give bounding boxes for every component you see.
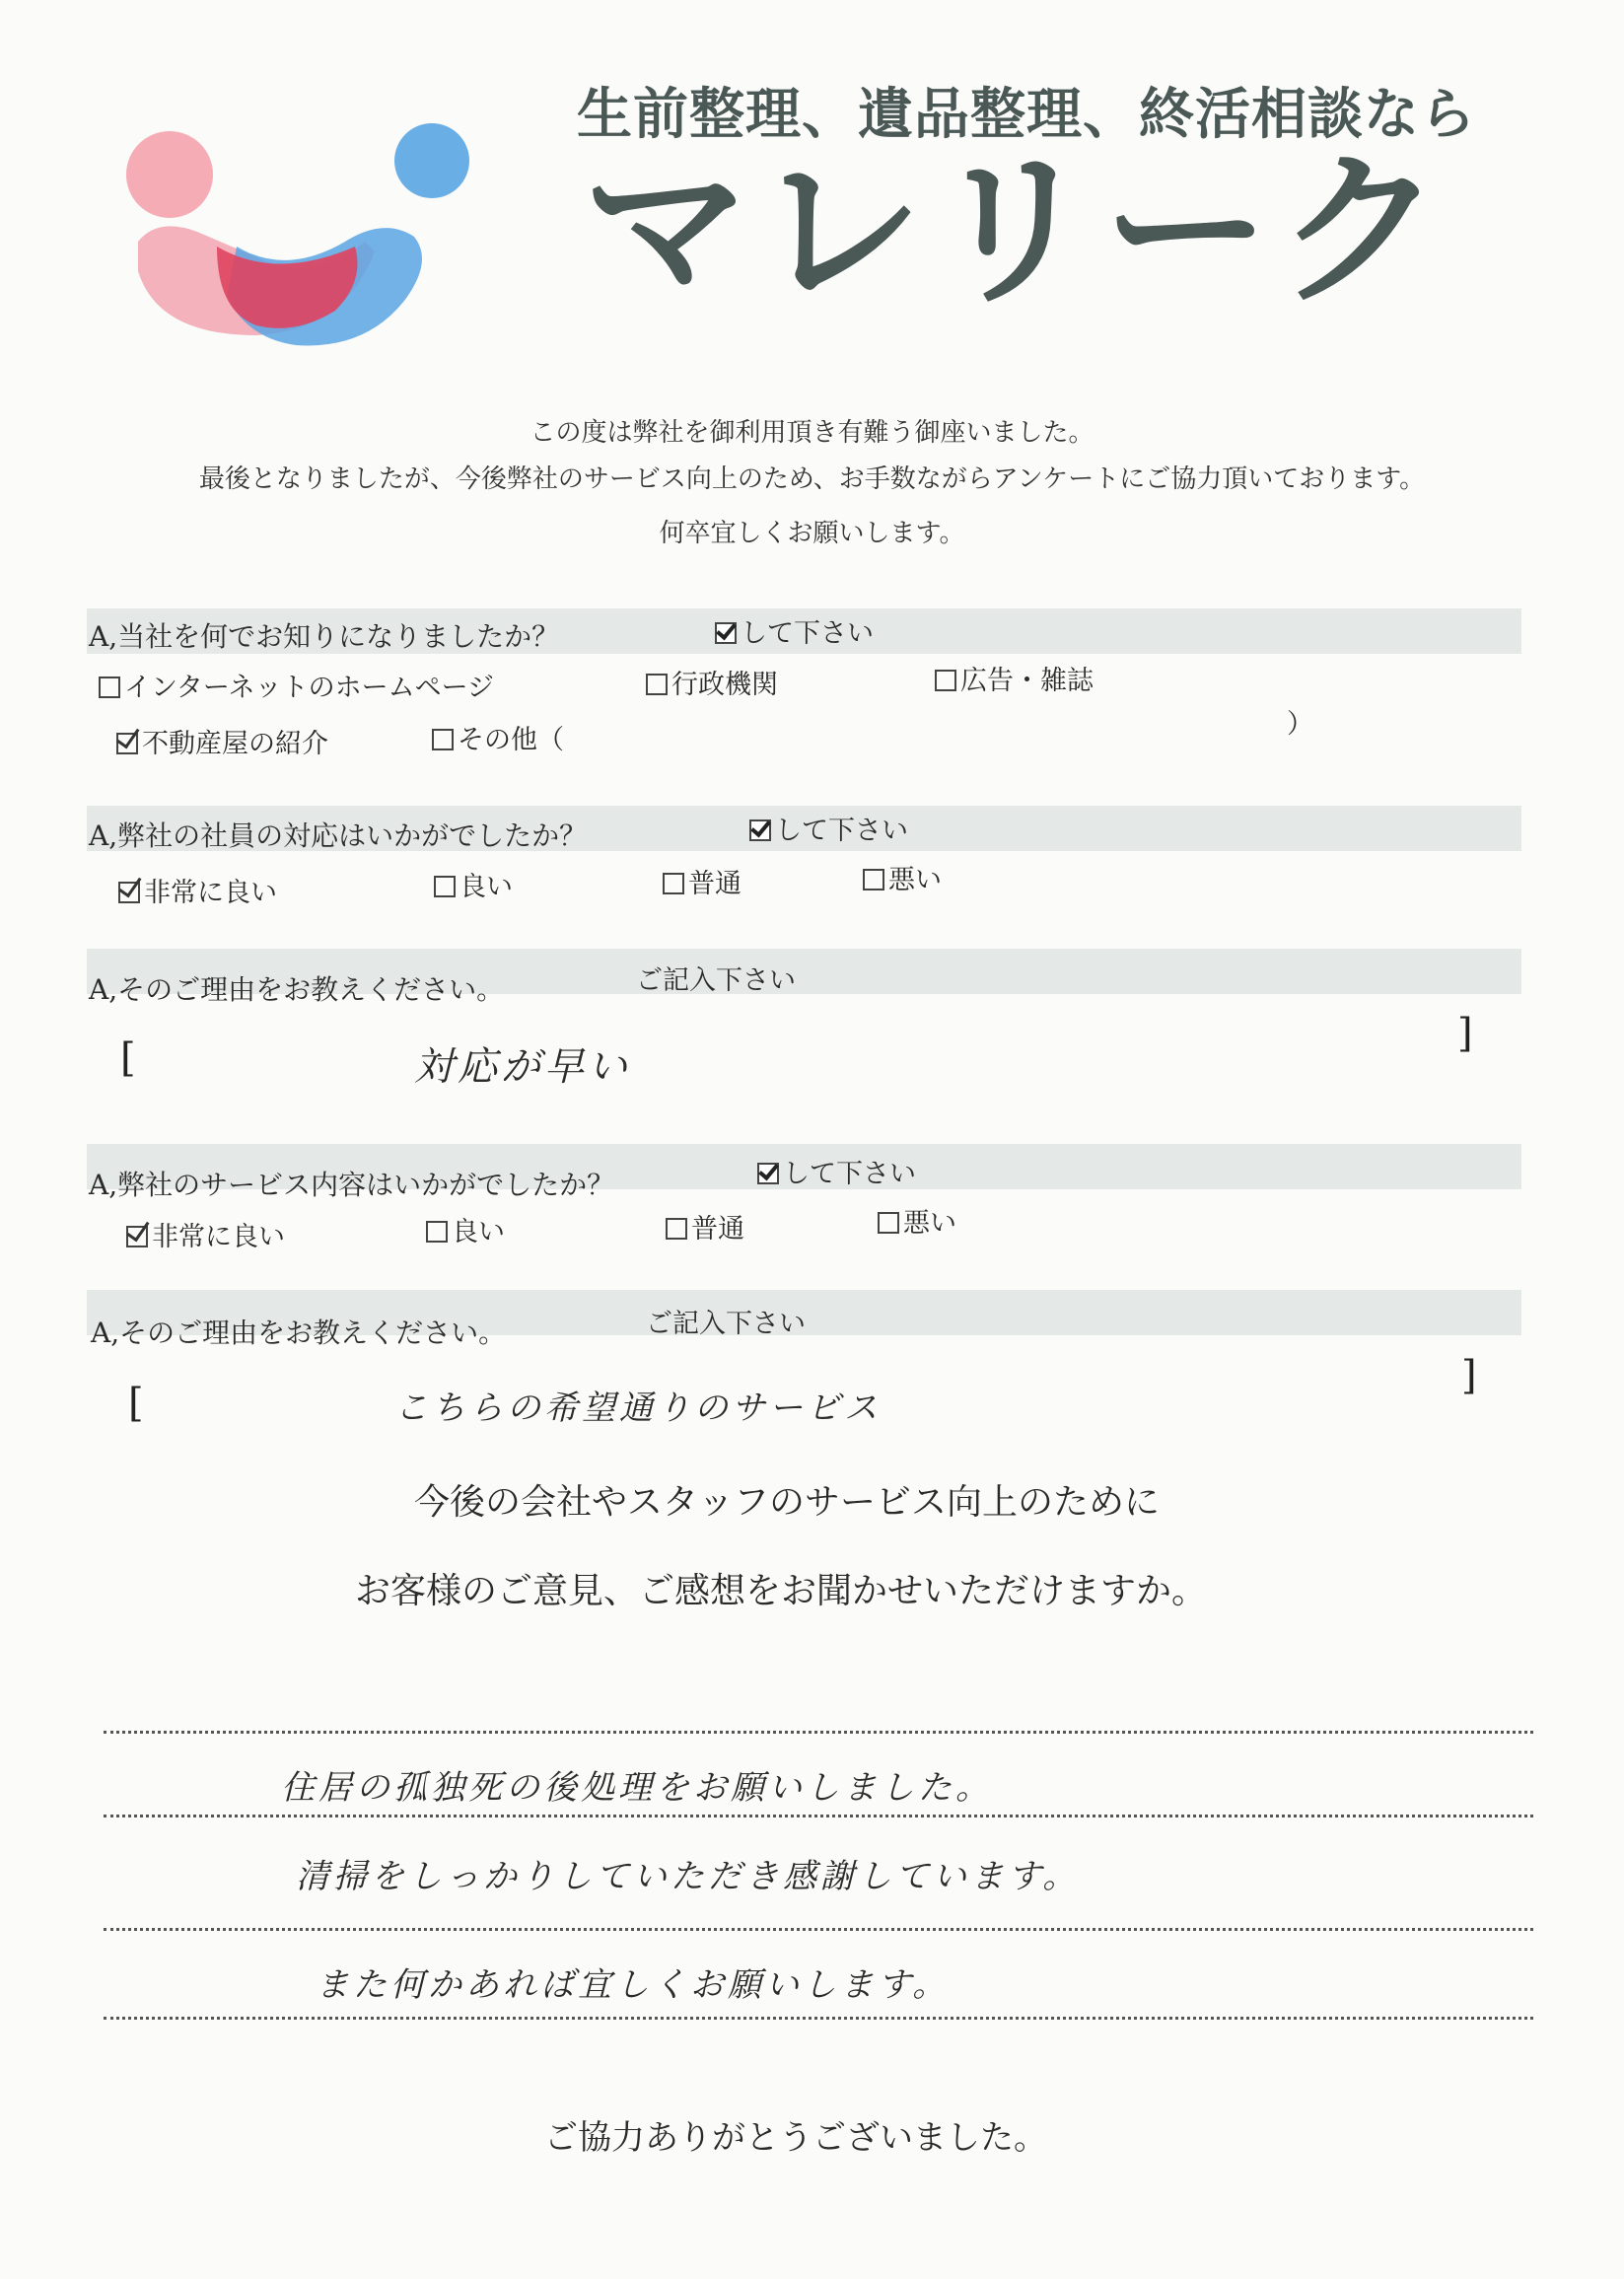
feedback-prompt-2: お客様のご意見、ご感想をお聞かせいただけますか。 [355, 1571, 1208, 1611]
check-icon [749, 819, 771, 841]
q2-option-average[interactable]: 普通 [663, 862, 741, 900]
q1-option-other[interactable]: その他（ [432, 718, 564, 756]
q2-instruction [749, 809, 908, 847]
q3-instruction: ご記入下さい [636, 965, 796, 996]
q4-instruction-text: して下さい [783, 1159, 916, 1189]
q3-question: A,そのご理由をお教えください。 [89, 973, 505, 1006]
q5-answer[interactable]: こちらの希望通りのサービス [394, 1389, 882, 1428]
q2-option-good[interactable]: 良い [434, 865, 513, 903]
q4-option-good[interactable]: 良い [426, 1210, 505, 1248]
checkbox-icon[interactable] [935, 670, 956, 691]
q1-option-government[interactable]: 行政機関 [646, 663, 778, 701]
q5-question: A,そのご理由をお教えください。 [91, 1317, 507, 1349]
checkbox-icon[interactable] [434, 876, 456, 897]
checkbox-checked-icon[interactable] [126, 1226, 148, 1247]
q5-bracket-close: ] [1461, 1353, 1477, 1398]
q2-option-very-good[interactable]: 非常に良い [118, 871, 277, 909]
q1-instruction-text: して下さい [741, 618, 874, 649]
logo-blue-dot [394, 123, 469, 198]
q4-question: A,弊社のサービス内容はいかがでしたか？ [89, 1169, 615, 1201]
logo-mark [118, 123, 483, 355]
checkbox-icon[interactable] [432, 729, 454, 750]
q1-instruction [715, 611, 874, 650]
answer-line-4 [104, 2017, 1533, 2020]
answer-line-1 [104, 1731, 1533, 1734]
checkbox-icon[interactable] [426, 1221, 448, 1243]
feedback-line-1[interactable]: 住居の孤独死の後処理をお願いしました。 [281, 1768, 993, 1808]
q4-option-very-good[interactable]: 非常に良い [126, 1215, 285, 1253]
checkbox-icon[interactable] [663, 873, 684, 894]
answer-line-2 [104, 1815, 1533, 1817]
feedback-line-3[interactable]: また何かあれば宜しくお願いします。 [316, 1965, 951, 2005]
checkbox-icon[interactable] [863, 869, 884, 890]
checkbox-icon[interactable] [646, 674, 668, 695]
closing-message: ご協力ありがとうございました。 [544, 2118, 1047, 2158]
feedback-line-2[interactable]: 清掃をしっかりしていただき感謝しています。 [296, 1857, 1081, 1896]
check-icon [757, 1163, 779, 1184]
tagline: 生前整理、遺品整理、終活相談なら [577, 83, 1476, 147]
checkbox-checked-icon[interactable] [118, 882, 140, 903]
q2-option-bad[interactable]: 悪い [863, 858, 942, 896]
q4-option-average[interactable]: 普通 [666, 1207, 744, 1246]
q1-question: A,当社を何でお知りになりましたか？ [89, 620, 560, 653]
q1-option-ad-magazine[interactable]: 広告・雑誌 [935, 659, 1094, 697]
answer-line-3 [104, 1928, 1533, 1931]
q3-bracket-close: ] [1457, 1011, 1473, 1056]
q5-bracket-open: [ [128, 1381, 144, 1426]
intro-line-1: この度は弊社を御利用頂き有難う御座いました。 [530, 418, 1094, 448]
check-icon [715, 622, 737, 644]
checkbox-checked-icon[interactable] [116, 733, 138, 754]
intro-line-3: 何卒宜しくお願いします。 [659, 519, 965, 548]
q5-instruction: ご記入下さい [646, 1309, 806, 1339]
q1-option-realestate[interactable]: 不動産屋の紹介 [116, 722, 328, 760]
q1-option-internet[interactable]: インターネットのホームページ [99, 666, 494, 704]
checkbox-icon[interactable] [878, 1212, 899, 1234]
q3-bracket-open: [ [120, 1035, 136, 1081]
q1-other-close: ） [1287, 709, 1313, 740]
intro-line-2: 最後となりましたが、今後弊社のサービス向上のため、お手数ながらアンケートにご協力頂いております。 [198, 464, 1426, 494]
q3-answer[interactable]: 対応が早い [414, 1044, 631, 1090]
q2-question: A,弊社の社員の対応はいかがでしたか？ [89, 819, 588, 852]
checkbox-icon[interactable] [666, 1218, 687, 1240]
q4-option-bad[interactable]: 悪い [878, 1201, 956, 1240]
q2-instruction-text: して下さい [775, 816, 908, 846]
brand-name: マレリーク [582, 134, 1450, 329]
logo-pink-dot [126, 131, 213, 218]
checkbox-icon[interactable] [99, 677, 120, 698]
q4-instruction [757, 1152, 916, 1190]
feedback-prompt-1: 今後の会社やスタッフのサービス向上のために [414, 1482, 1161, 1523]
